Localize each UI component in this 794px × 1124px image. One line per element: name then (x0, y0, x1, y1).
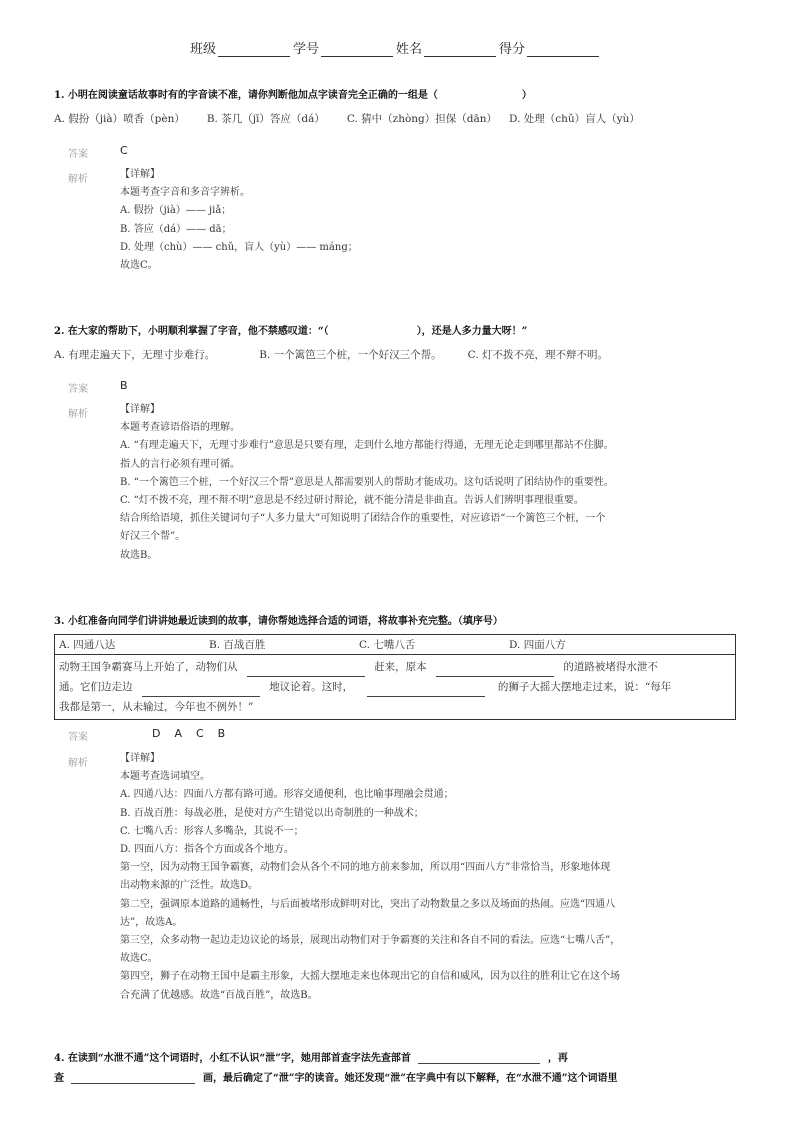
q3-answer-label: 答案 (68, 732, 88, 743)
q3-explanation-line: 【详解】 (120, 753, 160, 764)
q2-explanation-line: B. “一个篱笆三个桩，一个好汉三个帮”意思是人都需要别人的帮助才能成功。这句话说明了团结协作的重要性。 (120, 476, 614, 488)
q4-stem-text: 4. 在读到“水泄不通”这个词语时，小红不认识“泄”字，她用部首查字法先查部首 (54, 1053, 411, 1064)
q2-explanation-line: C. “灯不拨不亮，理不辩不明”意思是不经过研讨辩论，就不能分清是非曲直。告诉人们辨明事理很重要。 (120, 495, 584, 507)
q3-explanation-line: D. 四面八方：指各个方面或各个地方。 (120, 844, 295, 856)
score-label: 得分 (499, 42, 526, 57)
q3-explanation-line: 出动物来源的广泛性。故选D。 (120, 880, 259, 892)
q3-analysis-label: 解析 (68, 758, 88, 769)
q2-option-b: B. 一个篱笆三个桩，一个好汉三个帮。 (259, 349, 442, 361)
q3-story-text: 地议论着。这时， (269, 681, 354, 693)
q3-blank-4[interactable] (367, 684, 485, 697)
q4-stem-text: 画，最后确定了“泄”字的读音。她还发现“泄”在字典中有以下解释，在“水泄不通”这个词语里 (202, 1073, 618, 1084)
q3-explanation-line: 第一空，因为动物王国争霸赛，动物们会从各个不同的地方前来参加，所以用“四面八方”非常恰当，形象地体现 (120, 862, 611, 874)
name-blank[interactable] (424, 42, 496, 57)
q1-explanation-line: 本题考查字音和多音字辨析。 (120, 187, 250, 199)
q2-stem-text: 2. 在大家的帮助下，小明顺利掌握了字音，他不禁感叹道：“（ (54, 326, 329, 337)
q3-option-d: D. 四面八方 (509, 639, 566, 651)
q2-options (54, 347, 608, 362)
q3-story-text: 动物王国争霸赛马上开始了，动物们从 (59, 661, 238, 673)
q3-explanation-line: 第二空，强调原本道路的通畅性，与后面被堵形成鲜明对比，突出了动物数量之多以及场面的热闹。应选“四通八 (120, 898, 616, 910)
q3-story-text: 通。它们边走边 (59, 681, 133, 693)
q3-options-cell (55, 635, 736, 655)
q3-word-bank-table (54, 634, 736, 720)
q1-explanation-line: A. 假扮（jià）—— jiǎ； (120, 205, 232, 217)
q3-options-row (55, 635, 736, 655)
q2-explanation-line: 指人的言行必须有理可循。 (120, 458, 240, 470)
q3-explanation-line: 本题考查选词填空。 (120, 771, 210, 783)
q3-explanation-line: C. 七嘴八舌：形容人多嘴杂，其说不一； (120, 825, 304, 837)
q1-options (54, 111, 640, 126)
q1-explanation-line: D. 处理（chù）—— chǔ，盲人（yù）—— máng； (120, 241, 358, 253)
q2-explanation-line: 好汉三个帮”。 (120, 531, 186, 543)
q3-explanation-line: 故选C。 (120, 953, 158, 965)
q3-explanation-line: 合充满了优越感。故选“百战百胜”，故选B。 (120, 989, 318, 1001)
q1-analysis-label: 解析 (68, 174, 88, 185)
id-label: 学号 (293, 42, 320, 57)
q4-stem-text: ，再 (547, 1053, 568, 1064)
q1-stem-text: 1. 小明在阅读童话故事时有的字音读不准，请你判断他加点字读音完全正确的一组是（ (54, 90, 438, 101)
q3-story-text: 的道路被堵得水泄不 (563, 661, 658, 673)
name-label: 姓名 (396, 42, 423, 57)
q3-story-text: 的狮子大摇大摆地走过来，说：“每年 (497, 681, 672, 693)
q2-explanation-line: 【详解】 (120, 404, 160, 415)
q1-option-b: B. 茶几（jī）答应（dá） (206, 113, 325, 125)
q3-story-cell (55, 655, 736, 720)
q2-option-a: A. 有理走遍天下，无理寸步难行。 (54, 349, 216, 361)
q1-explanation (120, 166, 358, 275)
q3-explanation-line: 达”，故选A。 (120, 916, 183, 928)
q3-story-row (55, 655, 736, 720)
q1-explanation-line: 故选C。 (120, 260, 158, 272)
class-label: 班级 (190, 42, 217, 57)
id-blank[interactable] (321, 42, 393, 57)
q2-explanation-line: 结合所给语境，抓住关键词句子“人多力量大”可知说明了团结合作的重要性，对应谚语“一个篱笆三个桩，一个 (120, 513, 606, 525)
q2-stem-close: ），还是人多力量大呀！” (416, 326, 528, 337)
q1-option-c: C. 猜中（zhòng）担保（dān） (346, 113, 498, 125)
q2-explanation-line: A. “有理走遍天下，无理寸步难行”意思是只要有理，走到什么地方都能行得通，无理无论走到哪里都站不住脚。 (120, 440, 614, 452)
q3-option-c: C. 七嘴八舌 (359, 639, 416, 651)
q3-explanation (120, 750, 620, 1005)
q1-stem (54, 86, 532, 101)
q3-explanation-line: A. 四通八达：四面八方都有路可通。形容交通便利，也比喻事理融会贯通； (120, 789, 454, 801)
q3-explanation-line: 第四空，狮子在动物王国中是霸主形象，大摇大摆地走来也体现出它的自信和威风，因为以往的胜利让它在这个场 (120, 971, 620, 983)
q2-analysis-label: 解析 (68, 409, 88, 420)
q2-explanation (120, 401, 614, 565)
student-info-header (190, 38, 602, 57)
q1-explanation-line: B. 答应（dá）—— dā； (120, 223, 232, 235)
q3-explanation-line: B. 百战百胜：每战必胜，是使对方产生错觉以出奇制胜的一种战术； (120, 807, 424, 819)
q2-explanation-line: 本题考查谚语俗语的理解。 (120, 422, 240, 434)
q2-explanation-line: 故选B。 (120, 549, 158, 561)
q3-option-b: B. 百战百胜 (209, 639, 266, 651)
q3-story-text: 我都是第一，从未输过，今年也不例外！” (59, 701, 254, 713)
q3-explanation-line: 第三空，众多动物一起边走边议论的场景，展现出动物们对于争霸赛的关注和各自不同的看法。应选“七嘴八舌”， (120, 935, 621, 947)
q4-radical-blank[interactable] (418, 1051, 540, 1064)
q1-stem-close: ） (521, 90, 532, 101)
q1-answer-label: 答案 (68, 149, 88, 160)
q3-answer: D A C B (152, 727, 226, 740)
class-blank[interactable] (218, 42, 290, 57)
q3-story-text: 赶来，原本 (374, 661, 427, 673)
q3-option-a: A. 四通八达 (59, 639, 116, 651)
q4-stem-text: 查 (54, 1073, 64, 1084)
q2-option-c: C. 灯不拨不亮，理不辩不明。 (467, 349, 608, 361)
q1-option-a: A. 假扮（jià）喷香（pèn） (54, 113, 185, 125)
q3-blank-2[interactable] (436, 664, 554, 677)
q4-strokes-blank[interactable] (71, 1071, 195, 1084)
q3-stem: 3. 小红准备向同学们讲讲她最近读到的故事，请你帮她选择合适的词语，将故事补充完整。（填序号） (54, 616, 503, 627)
q2-answer: B (120, 379, 128, 392)
q2-stem (54, 322, 527, 337)
q4-line-1 (54, 1049, 568, 1064)
q3-blank-3[interactable] (142, 684, 260, 697)
score-blank[interactable] (527, 42, 599, 57)
q1-option-d: D. 处理（chǔ）盲人（yù） (509, 113, 640, 125)
q1-answer: C (120, 144, 128, 157)
q4-line-2 (54, 1069, 617, 1084)
q2-answer-label: 答案 (68, 384, 88, 395)
q1-explanation-line: 【详解】 (120, 169, 160, 180)
q3-blank-1[interactable] (247, 664, 365, 677)
